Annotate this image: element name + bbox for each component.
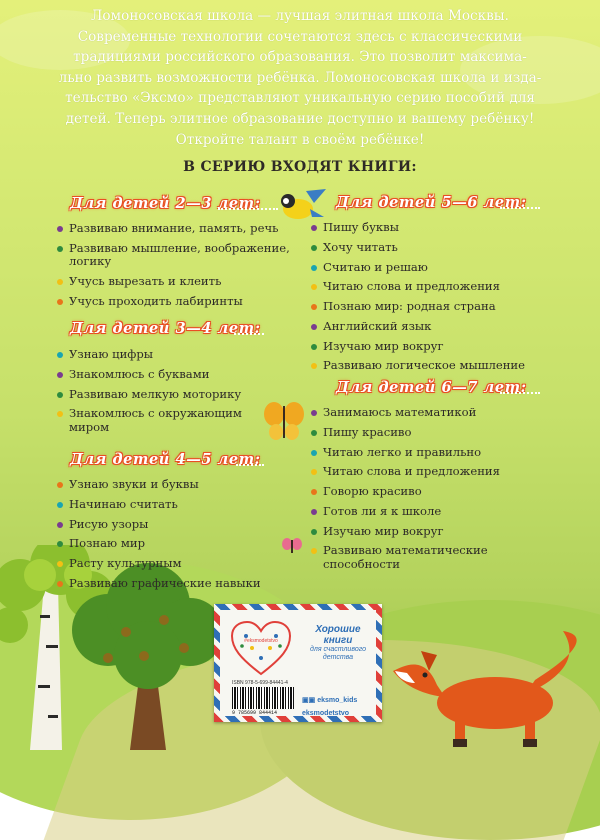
slogan-line: детства xyxy=(322,654,354,661)
heading-divider xyxy=(218,208,278,210)
bullet-dot xyxy=(311,489,317,495)
bullet-dot xyxy=(57,561,63,567)
intro-line: Современные технологии сочетаются здесь с классическими xyxy=(77,28,523,45)
book-title: Развиваю графические навыки xyxy=(69,575,261,590)
book-title: Знакомлюсь с буквами xyxy=(69,366,210,381)
slogan-line: Хорошие xyxy=(315,624,361,635)
social-vk xyxy=(302,696,357,704)
book-item xyxy=(311,300,581,314)
book-item xyxy=(57,368,297,382)
bullet-dot xyxy=(311,469,317,475)
book-title: Изучаю мир вокруг xyxy=(323,338,444,353)
bird-illustration xyxy=(276,187,328,225)
book-title: Развиваю мышление, воображение, xyxy=(69,240,290,255)
bullet-dot xyxy=(57,411,63,417)
book-title: Занимаюсь математикой xyxy=(323,405,477,419)
isbn-label: ISBN 978-5-699-84441-4 xyxy=(232,680,288,686)
book-title: Познаю мир xyxy=(69,536,145,551)
bullet-dot xyxy=(57,392,63,398)
age-heading-4-5: Для детей 4—5 лет: xyxy=(70,451,261,468)
book-item xyxy=(311,446,581,460)
book-title: Узнаю цифры xyxy=(69,347,154,361)
book-title: Пишу красиво xyxy=(323,424,412,439)
heading-divider xyxy=(236,464,264,466)
bullet-dot xyxy=(311,509,317,515)
book-title-continued: логику xyxy=(69,254,112,269)
bullet-dot xyxy=(57,581,63,587)
book-title: Изучаю мир вокруг xyxy=(323,523,444,538)
bullet-dot xyxy=(311,344,317,350)
intro-line: Откройте талант в своём ребёнке! xyxy=(175,131,425,148)
book-title: Рисую узоры xyxy=(69,516,149,531)
barcode xyxy=(232,687,294,709)
sticker-inner xyxy=(220,610,376,716)
book-item xyxy=(57,222,297,236)
fox-illustration xyxy=(385,625,600,750)
bullet-dot xyxy=(57,226,63,232)
book-item xyxy=(311,280,581,294)
bullet-dot xyxy=(311,430,317,436)
book-item xyxy=(57,275,297,289)
book-title: Читаю слова и предложения xyxy=(323,279,500,294)
heading-divider xyxy=(500,392,540,394)
age-heading-3-4: Для детей 3—4 лет: xyxy=(70,320,261,337)
bullet-dot xyxy=(57,522,63,528)
book-item xyxy=(57,348,297,362)
heart-text: #eksmodetstvo xyxy=(244,638,278,644)
intro-line: детей. Теперь элитное образование доступно и вашему ребёнку! xyxy=(65,110,535,127)
book-item xyxy=(57,242,297,269)
book-item xyxy=(57,518,297,532)
book-title: Начинаю считать xyxy=(69,496,178,511)
book-list-5-6 xyxy=(311,221,581,379)
book-item xyxy=(311,525,581,539)
book-title: Учусь вырезать и клеить xyxy=(69,274,222,289)
book-list-4-5 xyxy=(57,478,297,597)
bullet-dot xyxy=(57,279,63,285)
book-title-continued: способности xyxy=(323,557,400,572)
book-item xyxy=(311,320,581,334)
book-title: Говорю красиво xyxy=(323,484,422,499)
book-title: Развиваю мелкую моторику xyxy=(69,386,242,401)
bullet-dot xyxy=(311,225,317,231)
bullet-dot xyxy=(311,529,317,535)
book-title: Развиваю математические xyxy=(323,543,488,558)
intro-line: тельство «Эксмо» представляют уникальную серию пособий для xyxy=(65,90,535,107)
book-item xyxy=(57,498,297,512)
age-heading-6-7: Для детей 6—7 лет: xyxy=(336,379,527,396)
heading-divider xyxy=(500,207,540,209)
bullet-dot xyxy=(57,482,63,488)
social-site xyxy=(302,710,349,717)
book-item xyxy=(57,577,297,591)
book-title-continued: миром xyxy=(69,419,110,434)
book-list-6-7 xyxy=(311,406,581,578)
bullet-dot xyxy=(311,265,317,271)
book-title: Готов ли я к школе xyxy=(323,503,442,518)
social-icons: ▣▣ xyxy=(302,697,318,704)
book-item xyxy=(311,485,581,499)
book-item xyxy=(311,221,581,235)
slogan-line: книги xyxy=(323,635,353,646)
bullet-dot xyxy=(311,548,317,554)
book-title: Английский язык xyxy=(323,318,432,333)
bullet-dot xyxy=(57,541,63,547)
intro-line: Ломоносовская школа — лучшая элитная школа Москвы. xyxy=(91,8,509,24)
intro-line: традициями российского образования. Это позволит максима- xyxy=(73,49,527,66)
book-title: Учусь проходить лабиринты xyxy=(69,293,243,308)
bullet-dot xyxy=(57,299,63,305)
heading-divider xyxy=(234,333,264,335)
book-title: Познаю мир: родная страна xyxy=(323,299,496,314)
book-item xyxy=(311,426,581,440)
book-title: Пишу буквы xyxy=(323,220,399,234)
bullet-dot xyxy=(311,410,317,416)
book-item xyxy=(311,465,581,479)
book-title: Читаю слова и предложения xyxy=(323,464,500,479)
slogan xyxy=(300,624,376,662)
bullet-dot xyxy=(57,246,63,252)
book-item xyxy=(311,505,581,519)
book-title: Узнаю звуки и буквы xyxy=(69,477,199,491)
book-item xyxy=(57,407,297,434)
book-list-2-3 xyxy=(57,222,297,315)
book-item xyxy=(57,295,297,309)
book-item xyxy=(311,241,581,255)
slogan-line: для счастливого xyxy=(310,646,366,653)
intro-line: льно развить возможности ребёнка. Ломоносовская школа и изда- xyxy=(58,69,542,86)
age-heading-5-6: Для детей 5—6 лет: xyxy=(336,194,527,211)
bullet-dot xyxy=(311,324,317,330)
book-title: Расту культурным xyxy=(69,556,182,571)
bullet-dot xyxy=(311,450,317,456)
bullet-dot xyxy=(311,363,317,369)
book-title: Развиваю внимание, память, речь xyxy=(69,221,279,235)
bullet-dot xyxy=(57,352,63,358)
bullet-dot xyxy=(311,304,317,310)
book-item xyxy=(311,406,581,420)
age-heading-2-3: Для детей 2—3 лет: xyxy=(70,195,261,212)
book-title: Читаю легко и правильно xyxy=(323,444,482,459)
bullet-dot xyxy=(311,284,317,290)
series-title: В СЕРИЮ ВХОДЯТ КНИГИ: xyxy=(183,159,417,175)
heart-icon xyxy=(230,620,292,676)
book-title: Знакомлюсь с окружающим xyxy=(69,406,242,421)
book-title: Развиваю логическое мышление xyxy=(323,358,526,373)
book-list-3-4 xyxy=(57,348,297,441)
barcode-number: 9 785699 844414 xyxy=(232,710,278,716)
book-item xyxy=(57,557,297,571)
intro-paragraph xyxy=(30,6,570,150)
book-item xyxy=(311,340,581,354)
book-item xyxy=(57,537,297,551)
book-item xyxy=(311,544,581,571)
book-title: Хочу читать xyxy=(323,239,398,254)
social-handle: eksmo_kids xyxy=(317,697,358,704)
book-item xyxy=(57,478,297,492)
book-title: Считаю и решаю xyxy=(323,259,428,274)
book-item xyxy=(57,388,297,402)
book-item xyxy=(311,261,581,275)
publisher-sticker xyxy=(214,604,382,722)
bullet-dot xyxy=(57,502,63,508)
bullet-dot xyxy=(311,245,317,251)
social-handle: eksmodetstvo xyxy=(302,710,350,717)
bullet-dot xyxy=(57,372,63,378)
book-item xyxy=(311,359,581,373)
